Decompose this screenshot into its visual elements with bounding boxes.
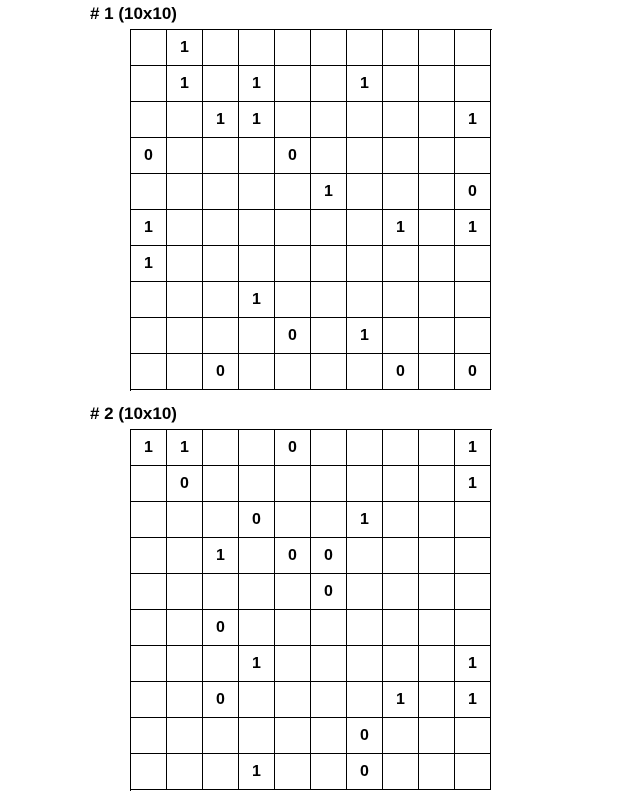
grid-cell[interactable]: 1 — [203, 538, 239, 574]
grid-cell[interactable] — [275, 210, 311, 246]
grid-cell[interactable] — [419, 466, 455, 502]
grid-cell[interactable] — [311, 466, 347, 502]
grid-cell[interactable]: 0 — [383, 354, 419, 390]
grid-cell[interactable] — [203, 246, 239, 282]
grid-cell[interactable]: 1 — [167, 30, 203, 66]
grid-cell[interactable] — [383, 174, 419, 210]
grid-cell[interactable] — [419, 646, 455, 682]
grid-cell[interactable] — [455, 318, 491, 354]
grid-cell[interactable] — [167, 354, 203, 390]
grid-cell[interactable] — [203, 646, 239, 682]
grid-cell[interactable] — [311, 102, 347, 138]
grid-cell[interactable] — [131, 174, 167, 210]
grid-cell[interactable] — [239, 246, 275, 282]
grid-cell[interactable] — [203, 430, 239, 466]
grid-cell[interactable] — [419, 610, 455, 646]
grid-cell[interactable] — [275, 282, 311, 318]
grid-cell[interactable] — [311, 282, 347, 318]
grid-cell[interactable] — [239, 210, 275, 246]
grid-cell[interactable]: 0 — [167, 466, 203, 502]
puzzle-1-grid — [130, 29, 492, 391]
grid-cell[interactable] — [239, 430, 275, 466]
grid-cell[interactable] — [419, 174, 455, 210]
grid-cell[interactable] — [347, 646, 383, 682]
grid-cell[interactable]: 1 — [239, 754, 275, 790]
grid-cell[interactable]: 1 — [167, 66, 203, 102]
grid-cell[interactable] — [131, 354, 167, 390]
grid-cell[interactable] — [131, 610, 167, 646]
grid-cell[interactable] — [167, 318, 203, 354]
grid-cell[interactable] — [311, 66, 347, 102]
grid-cell[interactable]: 0 — [131, 138, 167, 174]
grid-cell[interactable] — [419, 318, 455, 354]
grid-cell[interactable]: 1 — [347, 502, 383, 538]
grid-cell[interactable] — [203, 174, 239, 210]
grid-cell[interactable] — [383, 466, 419, 502]
grid-cell[interactable] — [455, 246, 491, 282]
grid-cell[interactable]: 0 — [275, 538, 311, 574]
grid-cell[interactable] — [239, 538, 275, 574]
grid-cell[interactable] — [167, 174, 203, 210]
grid-cell[interactable]: 1 — [239, 646, 275, 682]
puzzle-2-title: # 2 (10x10) — [90, 404, 177, 423]
grid-cell[interactable] — [347, 538, 383, 574]
grid-cell[interactable] — [167, 138, 203, 174]
grid-cell[interactable] — [167, 502, 203, 538]
grid-cell[interactable] — [383, 66, 419, 102]
grid-cell[interactable] — [419, 430, 455, 466]
grid-cell[interactable] — [383, 102, 419, 138]
grid-cell[interactable] — [275, 718, 311, 754]
grid-cell[interactable] — [203, 574, 239, 610]
grid-cell[interactable]: 1 — [239, 66, 275, 102]
grid-cell[interactable] — [455, 610, 491, 646]
grid-cell[interactable]: 1 — [167, 430, 203, 466]
grid-cell[interactable] — [131, 318, 167, 354]
grid-cell[interactable] — [455, 66, 491, 102]
grid-cell[interactable] — [347, 282, 383, 318]
grid-cell[interactable]: 1 — [383, 682, 419, 718]
grid-cell[interactable] — [203, 210, 239, 246]
grid-cell[interactable] — [167, 610, 203, 646]
grid-cell[interactable]: 1 — [455, 210, 491, 246]
grid-cell[interactable] — [203, 754, 239, 790]
grid-cell[interactable] — [275, 682, 311, 718]
grid-cell[interactable] — [131, 502, 167, 538]
grid-cell[interactable] — [275, 466, 311, 502]
grid-cell[interactable] — [131, 466, 167, 502]
grid-cell[interactable] — [383, 754, 419, 790]
grid-cell[interactable] — [383, 246, 419, 282]
grid-cell[interactable] — [131, 574, 167, 610]
grid-cell[interactable] — [275, 66, 311, 102]
grid-cell[interactable] — [239, 354, 275, 390]
grid-cell[interactable]: 1 — [131, 246, 167, 282]
grid-cell[interactable] — [275, 754, 311, 790]
grid-cell[interactable]: 0 — [275, 138, 311, 174]
grid-cell[interactable] — [383, 574, 419, 610]
grid-cell[interactable] — [347, 354, 383, 390]
grid-cell[interactable] — [239, 174, 275, 210]
grid-cell[interactable] — [347, 246, 383, 282]
grid-cell[interactable] — [419, 354, 455, 390]
grid-cell[interactable] — [419, 574, 455, 610]
grid-cell[interactable]: 0 — [275, 430, 311, 466]
grid-cell[interactable] — [167, 282, 203, 318]
grid-cell[interactable] — [131, 754, 167, 790]
grid-cell[interactable] — [167, 646, 203, 682]
grid-cell[interactable] — [311, 318, 347, 354]
grid-cell[interactable]: 1 — [383, 210, 419, 246]
puzzle-1-title: # 1 (10x10) — [90, 4, 177, 23]
grid-cell[interactable] — [311, 502, 347, 538]
grid-cell[interactable] — [383, 718, 419, 754]
grid-cell[interactable] — [455, 502, 491, 538]
grid-cell[interactable] — [167, 574, 203, 610]
grid-cell[interactable] — [347, 30, 383, 66]
grid-cell[interactable] — [419, 754, 455, 790]
grid-cell[interactable] — [455, 30, 491, 66]
grid-cell[interactable] — [311, 210, 347, 246]
grid-cell[interactable] — [239, 138, 275, 174]
grid-cell[interactable] — [275, 354, 311, 390]
grid-cell[interactable] — [203, 718, 239, 754]
grid-cell[interactable] — [167, 754, 203, 790]
grid-cell[interactable] — [239, 318, 275, 354]
grid-cell[interactable] — [455, 718, 491, 754]
grid-cell[interactable] — [419, 66, 455, 102]
grid-cell[interactable] — [311, 718, 347, 754]
grid-cell[interactable] — [455, 754, 491, 790]
grid-cell[interactable] — [419, 30, 455, 66]
grid-cell[interactable]: 0 — [203, 610, 239, 646]
grid-cell[interactable] — [383, 610, 419, 646]
grid-cell[interactable] — [347, 430, 383, 466]
grid-cell[interactable] — [167, 538, 203, 574]
grid-cell[interactable]: 0 — [203, 354, 239, 390]
grid-cell[interactable] — [239, 30, 275, 66]
grid-cell[interactable] — [311, 682, 347, 718]
grid-cell[interactable] — [455, 574, 491, 610]
grid-cell[interactable]: 0 — [311, 538, 347, 574]
grid-cell[interactable] — [275, 174, 311, 210]
grid-cell[interactable]: 1 — [455, 102, 491, 138]
grid-cell[interactable] — [239, 610, 275, 646]
puzzle-2-grid — [130, 429, 492, 791]
grid-cell[interactable] — [203, 466, 239, 502]
grid-cell[interactable]: 1 — [239, 102, 275, 138]
grid-cell[interactable] — [275, 246, 311, 282]
grid-cell[interactable] — [383, 282, 419, 318]
grid-cell[interactable] — [131, 718, 167, 754]
grid-cell[interactable] — [347, 138, 383, 174]
grid-cell[interactable] — [239, 574, 275, 610]
grid-cell[interactable]: 1 — [203, 102, 239, 138]
grid-cell[interactable] — [419, 682, 455, 718]
grid-cell[interactable] — [275, 102, 311, 138]
grid-cell[interactable] — [347, 466, 383, 502]
grid-cell[interactable] — [311, 754, 347, 790]
grid-cell[interactable] — [347, 210, 383, 246]
grid-cell[interactable] — [311, 246, 347, 282]
grid-cell[interactable] — [311, 430, 347, 466]
grid-cell[interactable] — [167, 718, 203, 754]
grid-cell[interactable]: 1 — [347, 318, 383, 354]
grid-cell[interactable] — [275, 502, 311, 538]
grid-cell[interactable] — [311, 646, 347, 682]
grid-cell[interactable] — [419, 718, 455, 754]
grid-cell[interactable] — [419, 138, 455, 174]
grid-cell[interactable] — [239, 718, 275, 754]
grid-cell[interactable] — [239, 466, 275, 502]
grid-cell[interactable]: 0 — [203, 682, 239, 718]
grid-cell[interactable] — [383, 138, 419, 174]
grid-cell[interactable] — [311, 354, 347, 390]
grid-cell[interactable] — [383, 502, 419, 538]
grid-cell[interactable] — [239, 682, 275, 718]
grid-cell[interactable] — [347, 574, 383, 610]
grid-cell[interactable]: 0 — [239, 502, 275, 538]
grid-cell[interactable]: 0 — [455, 174, 491, 210]
grid-cell[interactable]: 1 — [131, 430, 167, 466]
grid-cell[interactable] — [383, 30, 419, 66]
grid-cell[interactable] — [203, 502, 239, 538]
grid-cell[interactable] — [131, 30, 167, 66]
grid-cell[interactable] — [347, 682, 383, 718]
grid-cell[interactable] — [131, 102, 167, 138]
grid-cell[interactable] — [419, 102, 455, 138]
grid-cell[interactable]: 1 — [455, 466, 491, 502]
grid-cell[interactable] — [275, 646, 311, 682]
grid-cell[interactable] — [347, 174, 383, 210]
grid-cell[interactable] — [131, 282, 167, 318]
grid-cell[interactable] — [203, 66, 239, 102]
grid-cell[interactable] — [203, 318, 239, 354]
grid-cell[interactable] — [203, 30, 239, 66]
grid-cell[interactable] — [167, 246, 203, 282]
grid-cell[interactable] — [167, 682, 203, 718]
grid-cell[interactable]: 1 — [239, 282, 275, 318]
grid-cell[interactable] — [383, 430, 419, 466]
grid-cell[interactable] — [203, 282, 239, 318]
grid-cell[interactable]: 1 — [311, 174, 347, 210]
grid-cell[interactable] — [131, 66, 167, 102]
grid-cell[interactable] — [419, 210, 455, 246]
grid-cell[interactable] — [167, 102, 203, 138]
grid-cell[interactable] — [347, 102, 383, 138]
grid-cell[interactable]: 0 — [311, 574, 347, 610]
grid-cell[interactable] — [419, 502, 455, 538]
grid-cell[interactable] — [347, 610, 383, 646]
grid-cell[interactable]: 0 — [347, 754, 383, 790]
grid-cell[interactable]: 1 — [347, 66, 383, 102]
grid-cell[interactable]: 1 — [455, 646, 491, 682]
grid-cell[interactable] — [455, 282, 491, 318]
grid-cell[interactable] — [419, 282, 455, 318]
grid-cell[interactable] — [419, 538, 455, 574]
grid-cell[interactable] — [455, 138, 491, 174]
grid-cell[interactable]: 1 — [455, 430, 491, 466]
grid-cell[interactable] — [455, 538, 491, 574]
grid-cell[interactable] — [311, 610, 347, 646]
grid-cell[interactable]: 0 — [347, 718, 383, 754]
grid-cell[interactable] — [419, 246, 455, 282]
grid-cell[interactable]: 1 — [131, 210, 167, 246]
grid-cell[interactable] — [383, 318, 419, 354]
grid-cell[interactable] — [383, 646, 419, 682]
grid-cell[interactable] — [311, 30, 347, 66]
grid-cell[interactable] — [311, 138, 347, 174]
grid-cell[interactable] — [275, 610, 311, 646]
grid-cell[interactable] — [275, 574, 311, 610]
grid-cell[interactable] — [131, 682, 167, 718]
grid-cell[interactable] — [167, 210, 203, 246]
grid-cell[interactable]: 1 — [455, 682, 491, 718]
grid-cell[interactable] — [383, 538, 419, 574]
grid-cell[interactable] — [131, 646, 167, 682]
grid-cell[interactable] — [275, 30, 311, 66]
grid-cell[interactable] — [131, 538, 167, 574]
grid-cell[interactable] — [203, 138, 239, 174]
grid-cell[interactable]: 0 — [455, 354, 491, 390]
grid-cell[interactable]: 0 — [275, 318, 311, 354]
